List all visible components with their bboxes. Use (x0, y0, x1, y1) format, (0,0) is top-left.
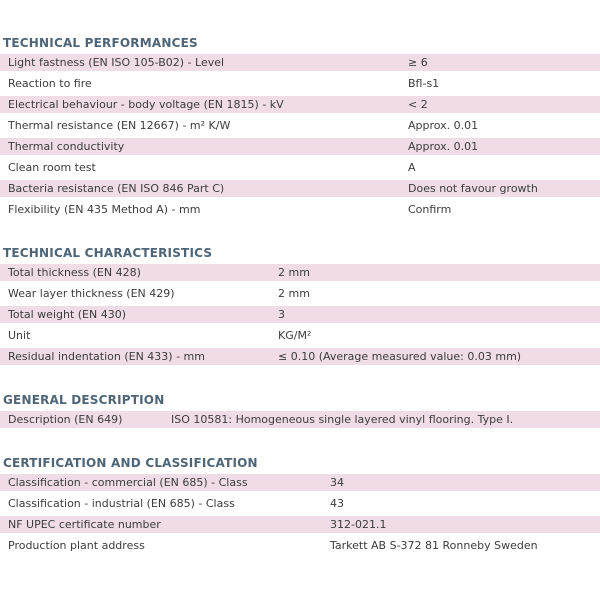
spec-label-cell: Wear layer thickness (EN 429) (8, 287, 175, 300)
spec-value-cell: Confirm (408, 203, 452, 216)
spec-label-cell: Residual indentation (EN 433) - mm (0, 348, 270, 365)
spec-value-cell: Bfl-s1 (408, 77, 440, 90)
spec-value-cell: Does not favour growth (400, 180, 600, 197)
spec-label-cell: Reaction to fire (8, 77, 92, 90)
spec-label-cell: Thermal resistance (EN 12667) - m² K/W (8, 119, 231, 132)
spec-label-cell: NF UPEC certificate number (0, 516, 322, 533)
spec-value-cell: 3 (270, 306, 600, 323)
spec-table-body (0, 264, 600, 365)
spec-label-cell: Bacteria resistance (EN ISO 846 Part C) (0, 180, 400, 197)
spec-value-cell: 34 (322, 474, 600, 491)
spec-value-cell: 2 mm (278, 287, 310, 300)
section-title: CERTIFICATION AND CLASSIFICATION (3, 456, 258, 470)
table-row (0, 54, 600, 71)
table-row (0, 96, 600, 113)
spec-value-cell: Approx. 0.01 (408, 119, 479, 132)
spec-value-cell: 43 (330, 497, 344, 510)
spec-label-cell: Thermal conductivity (0, 138, 400, 155)
spec-value-cell: Approx. 0.01 (400, 138, 600, 155)
table-row (0, 306, 600, 323)
table-row (0, 474, 600, 491)
spec-value-cell: 312-021.1 (322, 516, 600, 533)
table-row (0, 285, 600, 302)
table-row (0, 411, 600, 428)
spec-value-cell: ≥ 6 (400, 54, 600, 71)
table-row (0, 75, 600, 92)
table-row (0, 159, 600, 176)
spec-sections (0, 36, 600, 558)
spec-value-cell: Tarkett AB S-372 81 Ronneby Sweden (330, 539, 538, 552)
table-row (0, 495, 600, 512)
spec-value-cell: ≤ 0.10 (Average measured value: 0.03 mm) (270, 348, 600, 365)
spec-section (0, 393, 600, 432)
spec-value-cell: 2 mm (270, 264, 600, 281)
spec-label-cell: Classification - commercial (EN 685) - Class (0, 474, 322, 491)
table-row (0, 201, 600, 218)
table-row (0, 327, 600, 344)
spec-section (0, 246, 600, 369)
spec-label-cell: Total thickness (EN 428) (0, 264, 270, 281)
spec-table (0, 260, 600, 369)
spec-value-cell: A (408, 161, 416, 174)
spec-value-cell: KG/M² (278, 329, 312, 342)
table-row (0, 138, 600, 155)
table-row (0, 537, 600, 554)
section-title: TECHNICAL PERFORMANCES (3, 36, 198, 50)
spec-value-cell: ISO 10581: Homogeneous single layered vinyl flooring. Type I. (163, 411, 600, 428)
spec-table-body (0, 474, 600, 554)
spec-label-cell: Flexibility (EN 435 Method A) - mm (8, 203, 201, 216)
spec-table (0, 470, 600, 558)
spec-table-body (0, 411, 600, 428)
table-row (0, 117, 600, 134)
spec-section (0, 36, 600, 222)
spec-section (0, 456, 600, 558)
spec-label-cell: Total weight (EN 430) (0, 306, 270, 323)
table-row (0, 348, 600, 365)
spec-label-cell: Electrical behaviour - body voltage (EN 1815) - kV (0, 96, 400, 113)
table-row (0, 516, 600, 533)
section-title: GENERAL DESCRIPTION (3, 393, 165, 407)
spec-label-cell: Production plant address (8, 539, 145, 552)
spec-table (0, 50, 600, 222)
spec-label-cell: Light fastness (EN ISO 105-B02) - Level (0, 54, 400, 71)
spec-table-body (0, 54, 600, 218)
table-row (0, 180, 600, 197)
table-row (0, 264, 600, 281)
spec-value-cell: < 2 (400, 96, 600, 113)
spec-table (0, 407, 600, 432)
spec-label-cell: Clean room test (8, 161, 96, 174)
spec-label-cell: Unit (8, 329, 31, 342)
spec-label-cell: Classification - industrial (EN 685) - Class (8, 497, 235, 510)
section-title: TECHNICAL CHARACTERISTICS (3, 246, 213, 260)
spec-label-cell: Description (EN 649) (0, 411, 163, 428)
